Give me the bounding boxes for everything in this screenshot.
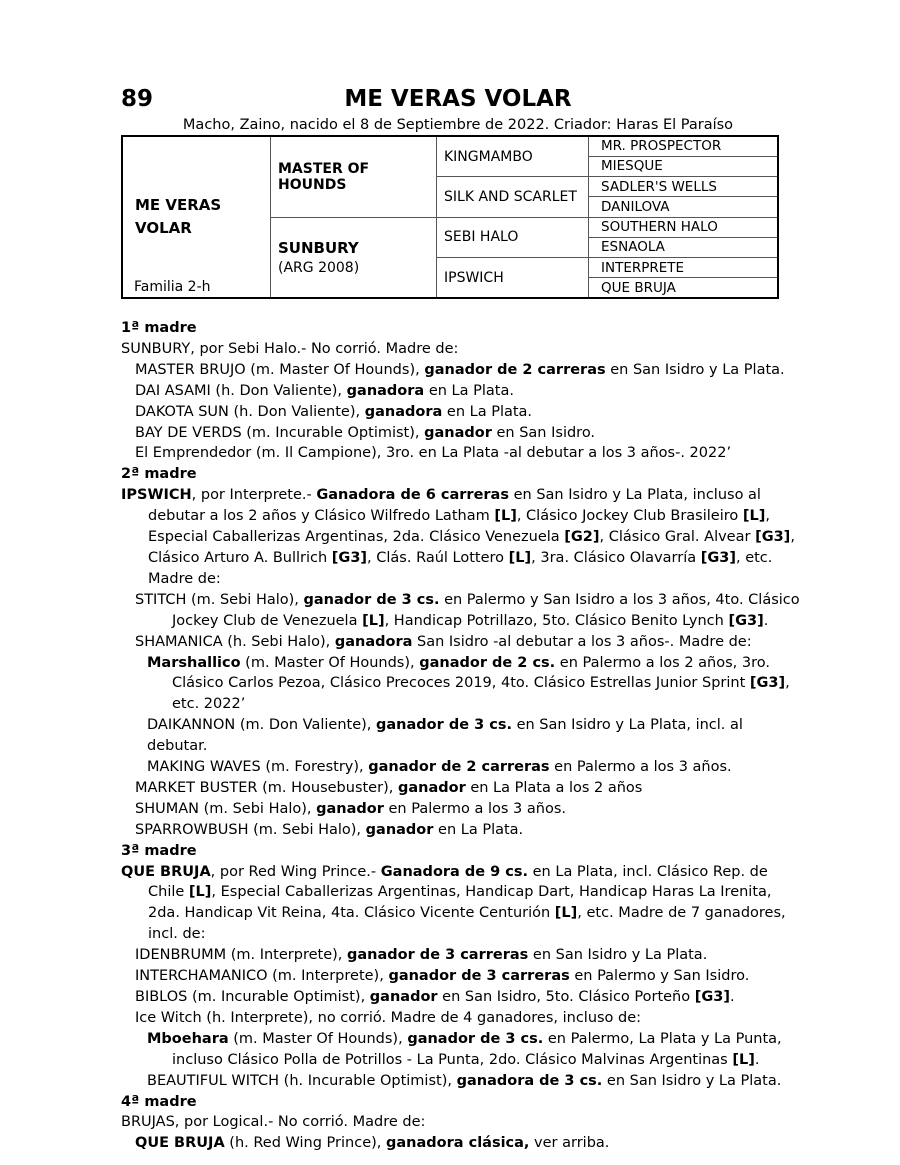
- pedigree-horse-cell: [122, 136, 271, 298]
- bold-text: [L]: [362, 612, 385, 629]
- record-line: [121, 799, 801, 820]
- text: en La Plata.: [424, 382, 514, 399]
- bold-text: [G3]: [700, 549, 736, 566]
- text: en San Isidro, 5to. Clásico Porteño: [437, 989, 695, 1005]
- pedigree-ggs-7: INTERPRETE: [589, 258, 779, 278]
- text: en San Isidro y La Plata.: [605, 361, 785, 378]
- text: , Especial Caballerizas Argentinas, Handicap Dart, Handicap Haras La Irenita, 2da. Handicap Vit Reina, 4ta. Clásico Vicente Centurión: [148, 884, 772, 922]
- pedigree-familia: Familia 2-h: [134, 279, 211, 295]
- text: en La Plata.: [442, 403, 533, 420]
- bold-text: ganador de 3 cs.: [376, 717, 512, 734]
- record-line: [121, 1029, 801, 1071]
- text: ver arriba.: [529, 1135, 610, 1152]
- pedigree-ggs-4: DANILOVA: [589, 197, 779, 217]
- bold-text: [G3]: [728, 612, 764, 629]
- pedigree-ggs-3: SADLER'S WELLS: [589, 177, 779, 197]
- text: MARKET BUSTER (m. Housebuster),: [135, 779, 398, 796]
- lot-number: 89: [121, 86, 154, 112]
- pedigree-grandsire-4: IPSWICH: [437, 258, 589, 299]
- bold-text: IPSWICH: [121, 487, 192, 504]
- text: MASTER BRUJO (m. Master Of Hounds),: [135, 361, 425, 378]
- text: , Clásico Arturo A. Bullrich: [148, 529, 795, 566]
- bold-text: 4ª madre: [121, 1093, 197, 1110]
- record-line: [121, 945, 801, 966]
- bold-text: [G3]: [694, 989, 730, 1005]
- pedigree-dam-year: (ARG 2008): [278, 259, 360, 276]
- text: , etc. 2022’: [172, 675, 790, 713]
- bold-text: 3ª madre: [121, 842, 197, 859]
- bold-text: Ganadora de 6 carreras: [316, 487, 509, 504]
- record-line: [121, 423, 801, 444]
- bold-text: ganadora: [364, 403, 443, 420]
- bold-text: QUE BRUJA: [135, 1135, 225, 1152]
- pedigree-sire-cell: [271, 136, 437, 217]
- text: .: [729, 989, 735, 1005]
- pedigree-grandsire-3: SEBI HALO: [437, 217, 589, 258]
- record-line: [121, 1112, 801, 1133]
- record-line: [121, 360, 801, 381]
- text: , Handicap Potrillazo, 5to. Clásico Benito Lynch: [384, 612, 729, 629]
- pedigree-ggs-8: QUE BRUJA: [589, 278, 779, 298]
- text: DAKOTA SUN (h. Don Valiente),: [135, 403, 365, 420]
- bold-text: QUE BRUJA: [121, 863, 211, 880]
- bold-text: ganador: [424, 424, 492, 441]
- text: , Clásico Gral. Alvear: [599, 529, 756, 546]
- bold-text: ganadora clásica,: [386, 1135, 530, 1152]
- text: BEAUTIFUL WITCH (h. Incurable Optimist),: [147, 1072, 457, 1089]
- text: en Palermo, La Plata y La Punta, incluso Clásico Polla de Potrillos - La Punta, 2do. Clásico Malvinas Argentinas: [172, 1030, 782, 1068]
- bold-text: [G3]: [755, 529, 791, 546]
- pedigree-grandsire-2: SILK AND SCARLET: [437, 177, 589, 218]
- bold-text: Ganadora de 9 cs.: [380, 863, 529, 880]
- bold-text: [G3]: [331, 549, 368, 566]
- horse-title: ME VERAS VOLAR: [344, 86, 572, 112]
- record-line: [121, 381, 801, 402]
- text: INTERCHAMANICO (m. Interprete),: [135, 968, 389, 985]
- pedigree-grandsire-1: KINGMAMBO: [437, 136, 589, 177]
- record-line: [121, 590, 801, 632]
- section-heading: [121, 1092, 801, 1113]
- text: Ice Witch (h. Interprete), no corrió. Madre de 4 ganadores, incluso de:: [135, 1009, 642, 1026]
- text: , 3ra. Clásico Olavarría: [531, 549, 701, 566]
- bold-text: [G2]: [564, 529, 600, 546]
- record-line: [121, 339, 801, 360]
- bold-text: ganador: [365, 821, 434, 838]
- bold-text: [G3]: [749, 675, 786, 692]
- pedigree-ggs-5: SOUTHERN HALO: [589, 217, 779, 237]
- text: , Especial Caballerizas Argentinas, 2da. Clásico Venezuela: [148, 508, 770, 546]
- text: DAIKANNON (m. Don Valiente),: [147, 717, 377, 734]
- bold-text: 1ª madre: [121, 320, 197, 336]
- text: en La Plata.: [433, 821, 524, 838]
- record-line: [121, 632, 801, 653]
- text: SHAMANICA (h. Sebi Halo),: [135, 633, 335, 650]
- text: en Palermo y San Isidro a los 3 años, 4to. Clásico Jockey Club de Venezuela: [172, 591, 800, 629]
- text: en San Isidro y La Plata.: [602, 1072, 782, 1089]
- produce-record: [121, 318, 801, 1154]
- text: BRUJAS, por Logical.- No corrió. Madre de:: [121, 1114, 426, 1131]
- text: , por Interprete.-: [191, 487, 317, 504]
- section-heading: [121, 318, 801, 339]
- pedigree-dam: SUNBURY: [278, 238, 359, 257]
- bold-text: ganador de 2 carreras: [424, 361, 606, 378]
- text: , Clás. Raúl Lottero: [367, 549, 509, 566]
- text: , etc. Madre de 7 ganadores, incl. de:: [148, 905, 786, 943]
- pedigree-table: [121, 135, 779, 299]
- bold-text: ganadora: [346, 382, 425, 399]
- text: San Isidro -al debutar a los 3 años-. Madre de:: [412, 633, 752, 650]
- text: SHUMAN (m. Sebi Halo),: [135, 800, 317, 817]
- record-line: [121, 653, 801, 716]
- bold-text: ganador de 3 cs.: [407, 1030, 544, 1047]
- text: en Palermo y San Isidro.: [569, 968, 750, 985]
- bold-text: [L]: [742, 508, 766, 525]
- text: en La Plata a los 2 años: [465, 779, 643, 796]
- text: El Emprendedor (m. Il Campione), 3ro. en La Plata -al debutar a los 3 años-. 2022’: [135, 445, 732, 462]
- text: .: [754, 1051, 760, 1068]
- bold-text: ganador de 2 cs.: [419, 654, 556, 671]
- section-heading: [121, 841, 801, 862]
- text: STITCH (m. Sebi Halo),: [135, 591, 304, 608]
- text: en San Isidro.: [491, 424, 596, 441]
- bold-text: [L]: [732, 1051, 755, 1068]
- text: , Clásico Jockey Club Brasileiro: [516, 508, 743, 525]
- bold-text: ganador de 2 carreras: [368, 759, 550, 776]
- text: BIBLOS (m. Incurable Optimist),: [135, 989, 370, 1005]
- bold-text: ganadora: [334, 633, 413, 650]
- text: en La Plata, incl. Clásico Rep. de Chile: [148, 863, 768, 901]
- record-line: [121, 966, 801, 987]
- pedigree-ggs-6: ESNAOLA: [589, 237, 779, 257]
- text: , por Red Wing Prince.-: [210, 863, 381, 880]
- pedigree-horse-name: ME VERAS VOLAR: [135, 196, 222, 237]
- text: MAKING WAVES (m. Forestry),: [147, 759, 369, 776]
- record-line: [121, 1071, 801, 1092]
- record-line: [121, 778, 801, 799]
- record-line: [121, 402, 801, 423]
- record-line: [121, 1133, 801, 1154]
- text: en Palermo a los 3 años.: [549, 759, 732, 776]
- pedigree-dam-cell: [271, 217, 437, 298]
- text: .: [763, 612, 769, 629]
- record-line: [121, 862, 801, 946]
- bold-text: 2ª madre: [121, 466, 197, 483]
- text: BAY DE VERDS (m. Incurable Optimist),: [135, 424, 425, 441]
- text: en Palermo a los 3 años.: [383, 800, 566, 817]
- record-line: [121, 987, 801, 1008]
- section-heading: [121, 464, 801, 485]
- bold-text: ganador de 3 carreras: [388, 968, 570, 985]
- text: , etc. Madre de:: [148, 549, 773, 587]
- record-line: [121, 820, 801, 841]
- bold-text: [L]: [554, 905, 578, 922]
- record-line: [121, 485, 801, 590]
- text: en San Isidro y La Plata, incl. al debutar.: [147, 717, 743, 755]
- text: SUNBURY, por Sebi Halo.- No corrió. Madre de:: [121, 340, 459, 357]
- bold-text: ganador: [316, 800, 384, 817]
- text: IDENBRUMM (m. Interprete),: [135, 947, 347, 964]
- record-line: [121, 1008, 801, 1029]
- bold-text: [L]: [188, 884, 212, 901]
- text: (m. Master Of Hounds),: [240, 654, 420, 671]
- bold-text: ganador: [369, 989, 438, 1005]
- bold-text: Mboehara: [147, 1030, 229, 1047]
- text: en San Isidro y La Plata.: [528, 947, 708, 964]
- pedigree-ggs-2: MIESQUE: [589, 156, 779, 176]
- text: (m. Master Of Hounds),: [228, 1030, 408, 1047]
- horse-subtitle: Macho, Zaino, nacido el 8 de Septiembre de 2022. Criador: Haras El Paraíso: [182, 117, 734, 133]
- pedigree-sire: MASTER OF HOUNDS: [278, 160, 370, 193]
- bold-text: [L]: [494, 508, 517, 525]
- text: en Palermo a los 2 años, 3ro. Clásico Carlos Pezoa, Clásico Precoces 2019, 4to. Clásico Estrellas Junior Sprint: [172, 654, 770, 692]
- bold-text: ganador: [397, 779, 466, 796]
- bold-text: ganador de 3 cs.: [303, 591, 440, 608]
- bold-text: Marshallico: [147, 654, 241, 671]
- bold-text: ganador de 3 carreras: [347, 947, 529, 964]
- text: DAI ASAMI (h. Don Valiente),: [135, 382, 347, 399]
- record-line: [121, 757, 801, 778]
- record-line: [121, 443, 801, 464]
- pedigree-ggs-1: MR. PROSPECTOR: [589, 136, 779, 156]
- text: (h. Red Wing Prince),: [224, 1135, 386, 1152]
- bold-text: [L]: [508, 549, 532, 566]
- text: SPARROWBUSH (m. Sebi Halo),: [135, 821, 366, 838]
- bold-text: ganadora de 3 cs.: [456, 1072, 603, 1089]
- record-line: [121, 715, 801, 757]
- text: en San Isidro y La Plata, incluso al debutar a los 2 años y Clásico Wilfredo Latham: [148, 487, 761, 525]
